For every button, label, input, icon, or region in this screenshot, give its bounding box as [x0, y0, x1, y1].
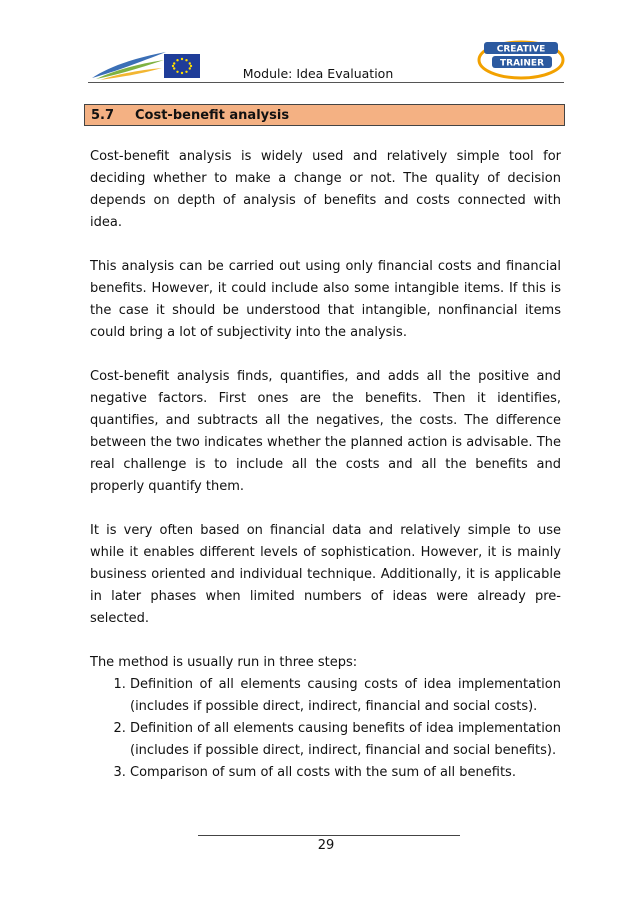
section-number: 5.7 [91, 107, 115, 123]
paragraph: It is very often based on financial data and relatively simple to use while it enables different levels of sophistication. However, it is mainly business oriented and individual technique. Additionally, it is applicable in later phases when limited numbers of ideas were already pre-selected. [90, 523, 561, 626]
steps-list [90, 674, 561, 784]
list-item: 3. Comparison of sum of all costs with the sum of all benefits. [130, 762, 561, 784]
list-item: 2. Definition of all elements causing benefits of idea implementation (includes if possible direct, indirect, financial and social benefits). [130, 718, 561, 762]
steps-intro: The method is usually run in three steps: [90, 655, 358, 670]
logo-text-trainer: TRAINER [500, 58, 544, 69]
page-header [88, 34, 564, 82]
section-title: Cost-benefit analysis [135, 107, 290, 123]
page-number: 29 [317, 838, 335, 853]
list-item: 1. Definition of all elements causing costs of idea implementation (includes if possible direct, indirect, financial and social costs). [130, 674, 561, 718]
module-title: Module: Idea Evaluation [242, 66, 394, 81]
logo-text-creative: CREATIVE [496, 44, 546, 55]
section-heading [84, 104, 565, 126]
paragraph: Cost-benefit analysis is widely used and relatively simple tool for deciding whether to make a change or not. The quality of decision depends on depth of analysis of benefits and costs connected with idea. [90, 149, 561, 230]
paragraph: Cost-benefit analysis finds, quantifies, and adds all the positive and negative factors. First ones are the benefits. Then it identifies, quantifies, and subtracts all the negatives, the costs. The difference between the two indicates whether the planned action is advisable. The real challenge is to include all the costs and all the benefits and properly quantify them. [90, 369, 561, 494]
header-divider [88, 82, 564, 83]
footer-divider [198, 835, 460, 836]
paragraph: This analysis can be carried out using only financial costs and financial benefits. However, it could include also some intangible items. If this is the case it should be understood that intangible, nonfinancial items could bring a lot of subjectivity into the analysis. [90, 259, 561, 340]
body-text [90, 146, 561, 784]
